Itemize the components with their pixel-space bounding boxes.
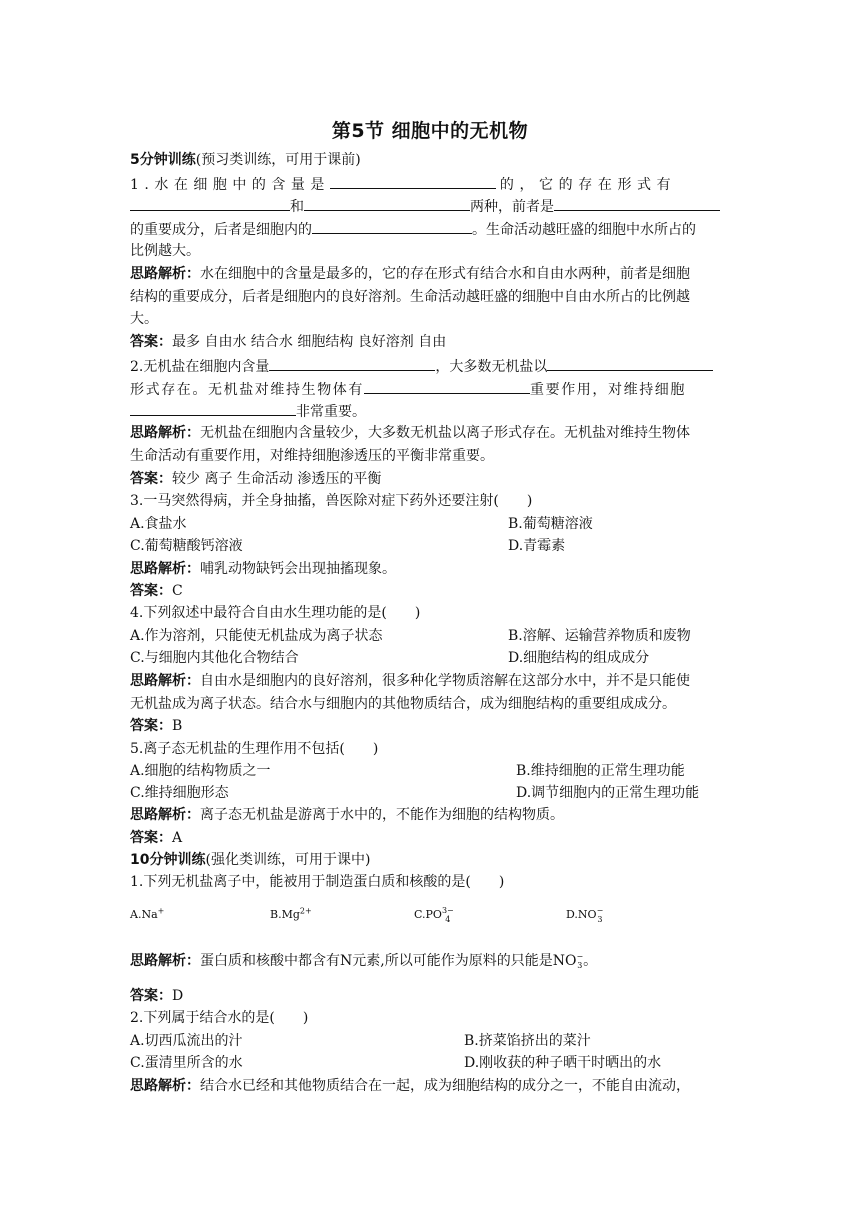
question-1-line-2: [130, 196, 720, 216]
question-2-line-1: [130, 356, 713, 376]
answer-label: 答案：: [130, 471, 172, 487]
question-4-explanation-line-1: [130, 672, 690, 690]
explanation-text: 结合水已经和其他物质结合在一起，成为细胞结构的成分之一，不能自由流动，: [200, 1078, 690, 1094]
option-b: B.葡萄糖溶液: [508, 516, 593, 532]
answer-text: C: [172, 583, 183, 599]
question-text: 的，它的存在形式有: [499, 177, 677, 193]
question-text: 形式存在。无机盐对维持生物体有: [130, 382, 364, 398]
count-subscript: 3: [577, 961, 583, 970]
section-label: 10分钟训练: [130, 852, 206, 868]
page-title: 第5节 细胞中的无机物: [331, 120, 529, 142]
option-a: A.切西瓜流出的汁: [130, 1033, 243, 1049]
question-4-answer: [130, 717, 182, 735]
question-2-explanation-line-2: 生命活动有重要作用，对维持细胞渗透压的平衡非常重要。: [130, 448, 494, 464]
question-3-stem: 3.一马突然得病，并全身抽搐，兽医除对症下药外还要注射( ): [130, 493, 533, 509]
section-label: 5分钟训练: [130, 152, 196, 168]
explanation-end: 。: [583, 953, 598, 969]
question-3-explanation: [130, 560, 396, 578]
explanation-text: 自由水是细胞内的良好溶剂，很多种化学物质溶解在这部分水中，并不是只能使: [200, 673, 690, 689]
option-c-text: C.PO: [414, 908, 442, 921]
question-2-answer: [130, 470, 381, 488]
question-7-options-row-1: [130, 1032, 730, 1050]
option-a: [130, 906, 164, 924]
count-subscript: 4: [445, 915, 451, 924]
answer-text: B: [172, 718, 183, 734]
charge-superscript: −: [596, 906, 604, 915]
answer-blank: [312, 219, 472, 234]
option-a: A.作为溶剂，只能使无机盐成为离子状态: [130, 628, 383, 644]
option-d: [566, 906, 603, 924]
explanation-label: 思路解析：: [130, 1078, 200, 1094]
question-2-line-2: [130, 379, 686, 399]
question-text: 非常重要。: [296, 404, 366, 420]
question-2-explanation-line-1: [130, 424, 690, 442]
explanation-text: 哺乳动物缺钙会出现抽搐现象。: [200, 561, 396, 577]
question-text: ，大多数无机盐以: [435, 359, 548, 375]
question-5-explanation: [130, 806, 564, 824]
explanation-label: 思路解析：: [130, 953, 200, 969]
question-1-explanation-line-3: 大。: [130, 311, 158, 327]
answer-blank: [330, 174, 496, 189]
question-7-explanation: [130, 1077, 690, 1095]
answer-blank: [130, 401, 296, 416]
ion-index: [442, 906, 454, 924]
answer-text: 最多 自由水 结合水 细胞结构 良好溶剂 自由: [172, 334, 447, 350]
question-text: 2.无机盐在细胞内含量: [130, 359, 270, 375]
answer-blank: [364, 379, 530, 394]
section-note: (强化类训练，可用于课中): [205, 852, 371, 868]
option-c: [414, 906, 454, 924]
question-1-answer: [130, 333, 446, 351]
question-3-options-row-2: [130, 537, 730, 555]
question-1-explanation-line-2: 结构的重要成分，后者是细胞内的良好溶剂。生命活动越旺盛的细胞中自由水所占的比例越: [130, 289, 690, 305]
explanation-label: 思路解析：: [130, 425, 200, 441]
question-4-options-row-1: [130, 627, 730, 645]
answer-label: 答案：: [130, 718, 172, 734]
answer-text: A: [172, 830, 183, 846]
question-6-explanation: [130, 952, 597, 970]
question-5-options-row-1: [130, 762, 730, 780]
question-1-line-4: 比例越大。: [130, 243, 200, 259]
option-d: D.调节细胞内的正常生理功能: [516, 785, 700, 801]
question-3-options-row-1: [130, 515, 730, 533]
option-a: A.食盐水: [130, 516, 187, 532]
question-text: 两种，前者是: [470, 199, 554, 215]
question-1-explanation-line-1: [130, 265, 690, 283]
question-1-line-3: [130, 219, 696, 239]
explanation-label: 思路解析：: [130, 807, 200, 823]
question-3-answer: [130, 582, 183, 600]
question-2-line-3: [130, 401, 366, 421]
explanation-text: 水在细胞中的含量是最多的，它的存在形式有结合水和自由水两种，前者是细胞: [200, 266, 690, 282]
question-text: 的重要成分，后者是细胞内的: [130, 222, 312, 238]
option-d: D.刚收获的种子晒干时晒出的水: [464, 1055, 662, 1071]
answer-label: 答案：: [130, 830, 172, 846]
ion-index: [597, 906, 604, 924]
answer-label: 答案：: [130, 583, 172, 599]
answer-label: 答案：: [130, 334, 172, 350]
question-4-explanation-line-2: 无机盐成为离子状态。结合水与细胞内的其他物质结合，成为细胞结构的重要组成成分。: [130, 696, 676, 712]
question-text: 。生命活动越旺盛的细胞中水所占的: [472, 222, 696, 238]
option-c: C.与细胞内其他化合物结合: [130, 650, 299, 666]
question-7-options-row-2: [130, 1054, 730, 1072]
answer-blank: [269, 356, 435, 371]
option-b: B.维持细胞的正常生理功能: [516, 763, 685, 779]
question-text: 和: [290, 199, 304, 215]
option-c: C.葡萄糖酸钙溶液: [130, 538, 243, 554]
answer-text: 较少 离子 生命活动 渗透压的平衡: [172, 471, 382, 487]
section-note: (预习类训练，可用于课前): [195, 152, 361, 168]
explanation-text: 离子态无机盐是游离于水中的，不能作为细胞的结构物质。: [200, 807, 564, 823]
charge-superscript: 3−: [441, 906, 454, 915]
question-4-stem: 4.下列叙述中最符合自由水生理功能的是( ): [130, 605, 421, 621]
option-a-text: A.Na: [130, 908, 158, 921]
option-b: B.溶解、运输营养物质和废物: [508, 628, 691, 644]
question-6-answer: [130, 987, 183, 1005]
question-1-line-1: [130, 174, 730, 194]
question-7-stem: 2.下列属于结合水的是( ): [130, 1010, 309, 1026]
option-b: B.挤菜馅挤出的菜汁: [464, 1033, 591, 1049]
question-6-stem: 1.下列无机盐离子中，能被用于制造蛋白质和核酸的是( ): [130, 874, 505, 890]
charge-superscript: +: [157, 906, 165, 916]
question-5-answer: [130, 829, 182, 847]
option-d: D.青霉素: [508, 538, 566, 554]
answer-blank: [130, 196, 290, 211]
option-c: C.维持细胞形态: [130, 785, 229, 801]
question-text: 重要作用，对维持细胞: [530, 382, 686, 398]
option-c: C.蛋清里所含的水: [130, 1055, 243, 1071]
section-heading-10min: [130, 851, 370, 869]
answer-text: D: [172, 988, 184, 1004]
section-heading-5min: [130, 151, 361, 169]
question-5-stem: 5.离子态无机盐的生理作用不包括( ): [130, 741, 379, 757]
question-4-options-row-2: [130, 649, 730, 667]
answer-blank: [304, 196, 470, 211]
explanation-label: 思路解析：: [130, 266, 200, 282]
option-d-text: D.NO: [566, 908, 597, 921]
count-subscript: 3: [597, 915, 603, 924]
explanation-label: 思路解析：: [130, 561, 200, 577]
option-b: [270, 906, 312, 924]
answer-blank: [547, 356, 713, 371]
explanation-label: 思路解析：: [130, 673, 200, 689]
option-a: A.细胞的结构物质之一: [130, 763, 271, 779]
question-5-options-row-2: [130, 784, 730, 802]
charge-superscript: 2+: [299, 906, 312, 916]
answer-label: 答案：: [130, 988, 172, 1004]
option-b-text: B.Mg: [270, 908, 300, 921]
explanation-text: 无机盐在细胞内含量较少，大多数无机盐以离子形式存在。无机盐对维持生物体: [200, 425, 690, 441]
explanation-text: 蛋白质和核酸中都含有N元素,所以可能作为原料的只能是NO: [200, 953, 577, 969]
option-d: D.细胞结构的组成成分: [508, 650, 650, 666]
answer-blank: [554, 196, 720, 211]
charge-superscript: −: [576, 952, 584, 961]
question-text: 1.水在细胞中的含量是: [130, 177, 330, 193]
